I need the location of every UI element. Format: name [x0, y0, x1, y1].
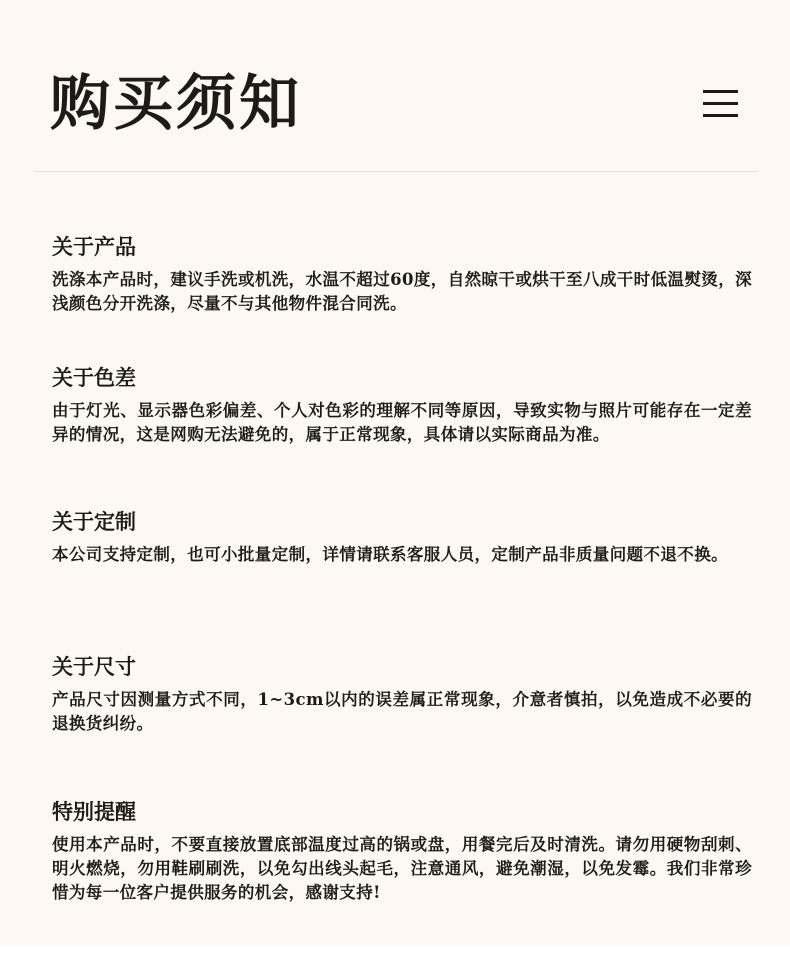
section-heading: 关于尺寸 — [52, 654, 136, 679]
section-body: 洗涤本产品时，建议手洗或机洗，水温不超过60度，自然晾干或烘干至八成干时低温熨烫，深浅颜色分开洗涤，尽量不与其他物件混合同洗。 — [52, 270, 752, 313]
section-body: 使用本产品时，不要直接放置底部温度过高的锅或盘，用餐完后及时清洗。请勿用硬物刮刺、明火燃烧，勿用鞋刷刷洗，以免勾出线头起毛，注意通风，避免潮湿，以免发霉。我们非常珍惜为每一位客户提供服务的机会，感谢支持! — [52, 835, 752, 902]
section-size — [52, 652, 752, 736]
menu-icon-bar-top — [703, 90, 738, 93]
section-body: 由于灯光、显示器色彩偏差、个人对色彩的理解不同等原因，导致实物与照片可能存在一定差异的情况，这是网购无法避免的，属于正常现象，具体请以实际商品为准。 — [52, 401, 752, 444]
section-product — [52, 232, 752, 316]
header — [0, 0, 790, 172]
section-customization — [52, 507, 752, 567]
section-heading: 特别提醒 — [52, 799, 136, 824]
header-divider — [34, 171, 758, 172]
menu-icon-bar-middle — [703, 102, 738, 105]
section-heading: 关于色差 — [52, 365, 136, 390]
section-body: 本公司支持定制，也可小批量定制，详情请联系客服人员，定制产品非质量问题不退不换。 — [52, 545, 728, 564]
menu-icon-bar-bottom — [703, 114, 738, 117]
section-body: 产品尺寸因测量方式不同，1~3cm以内的误差属正常现象，介意者慎拍，以免造成不必要的退换货纠纷。 — [52, 690, 752, 733]
section-heading: 关于定制 — [52, 509, 136, 534]
page-title: 购买须知 — [50, 69, 302, 139]
section-special-reminder — [52, 797, 752, 905]
hamburger-menu-icon[interactable] — [703, 90, 738, 118]
section-color-difference — [52, 363, 752, 447]
footer-strip — [0, 946, 790, 968]
section-heading: 关于产品 — [52, 234, 136, 259]
